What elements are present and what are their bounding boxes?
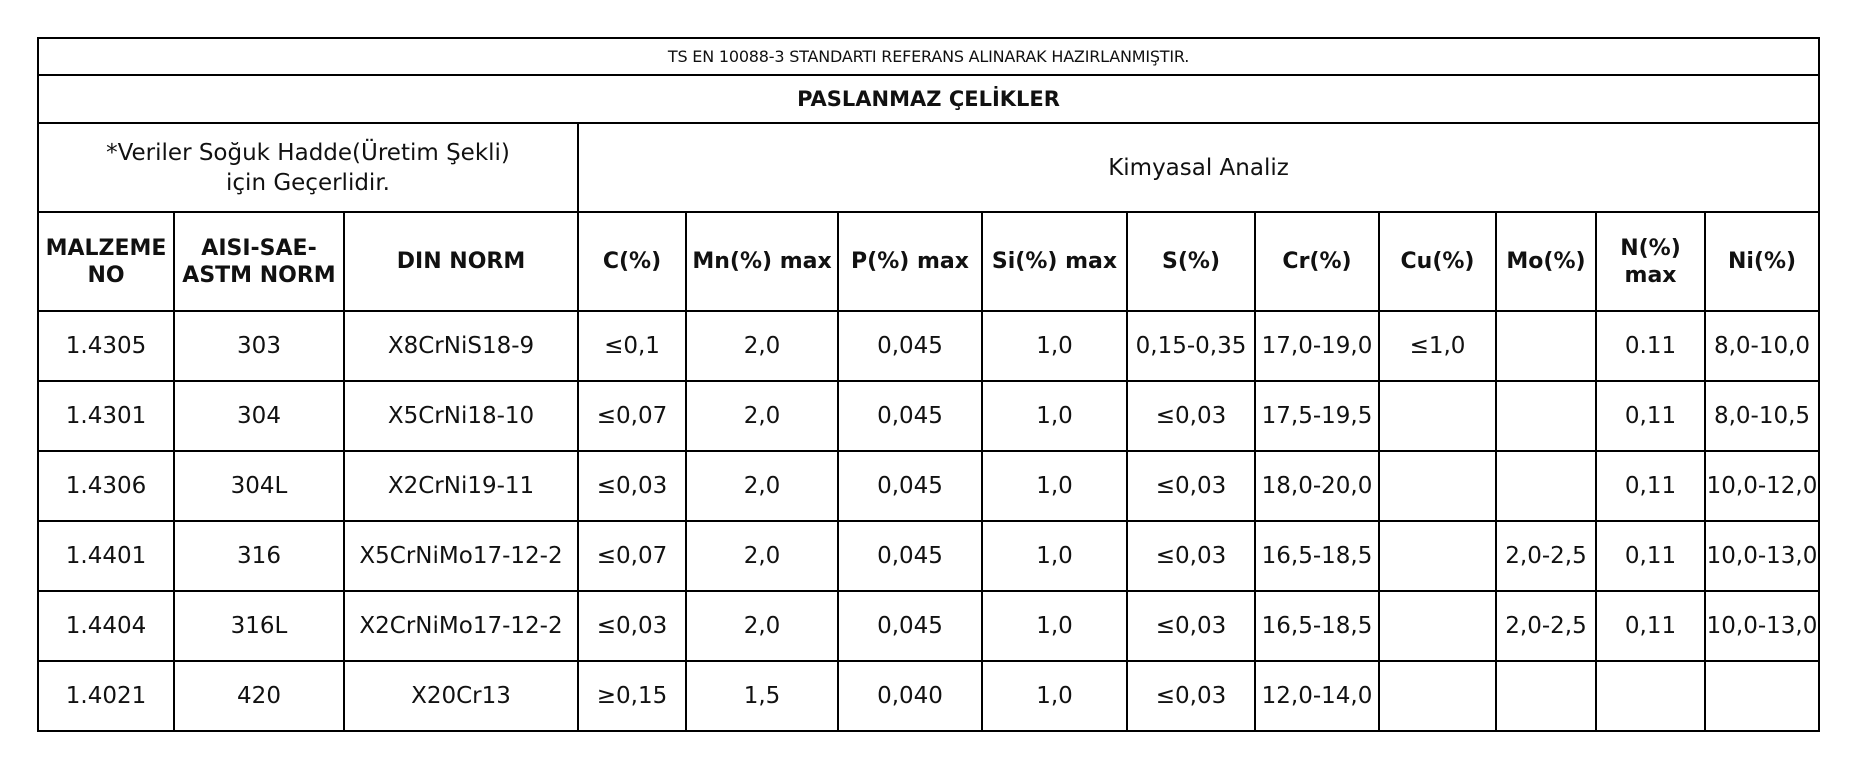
table-cell: 2,0 xyxy=(686,381,838,451)
table-cell: 0,045 xyxy=(838,311,982,381)
table-cell: 10,0-12,0 xyxy=(1705,451,1819,521)
chemical-analysis-label: Kimyasal Analiz xyxy=(578,123,1819,212)
validity-note xyxy=(38,123,578,212)
table-cell: 1,0 xyxy=(982,311,1127,381)
table-cell: ≤0,03 xyxy=(578,591,686,661)
table-cell: 8,0-10,0 xyxy=(1705,311,1819,381)
table-cell: ≤0,1 xyxy=(578,311,686,381)
column-header xyxy=(38,212,174,311)
table-cell: 1.4404 xyxy=(38,591,174,661)
table-cell: 0,045 xyxy=(838,381,982,451)
table-cell: 1,0 xyxy=(982,661,1127,731)
table-cell: ≤0,07 xyxy=(578,381,686,451)
table-cell: 0,045 xyxy=(838,521,982,591)
table-cell: 1,0 xyxy=(982,451,1127,521)
title-row xyxy=(38,75,1819,123)
table-cell: 2,0 xyxy=(686,451,838,521)
table-cell: 420 xyxy=(174,661,344,731)
table-cell: X2CrNiMo17-12-2 xyxy=(344,591,578,661)
column-header xyxy=(1255,212,1379,311)
table-cell: ≤0,03 xyxy=(1127,591,1255,661)
table-cell: 0,040 xyxy=(838,661,982,731)
table-cell: ≤0,03 xyxy=(1127,661,1255,731)
table-cell: 17,5-19,5 xyxy=(1255,381,1379,451)
table-row xyxy=(38,381,1819,451)
stainless-steel-table xyxy=(37,37,1820,732)
table-cell: 0,11 xyxy=(1596,591,1705,661)
table-cell xyxy=(1379,661,1496,731)
column-header-label: Mn(%) max xyxy=(692,249,832,274)
table-cell: 304 xyxy=(174,381,344,451)
column-header-label: Mo(%) xyxy=(1506,249,1586,274)
column-header xyxy=(1596,212,1705,311)
column-header xyxy=(344,212,578,311)
column-header-label: Ni(%) xyxy=(1727,249,1797,274)
table-cell: 2,0 xyxy=(686,591,838,661)
table-cell: ≤0,03 xyxy=(1127,521,1255,591)
table-cell xyxy=(1596,661,1705,731)
column-header-label: AISI-SAE- xyxy=(201,235,317,261)
validity-note-line2: için Geçerlidir. xyxy=(226,169,390,196)
table-cell: 0,11 xyxy=(1596,381,1705,451)
validity-note-line1: *Veriler Soğuk Hadde(Üretim Şekli) xyxy=(106,139,510,166)
column-header xyxy=(578,212,686,311)
column-header xyxy=(1379,212,1496,311)
table-cell xyxy=(1379,591,1496,661)
info-row xyxy=(38,123,1819,212)
table-cell: 1,0 xyxy=(982,521,1127,591)
column-header xyxy=(1127,212,1255,311)
table-cell: 304L xyxy=(174,451,344,521)
table-cell: 303 xyxy=(174,311,344,381)
table-row xyxy=(38,661,1819,731)
table-cell: 0,11 xyxy=(1596,521,1705,591)
column-header xyxy=(1496,212,1596,311)
table-row xyxy=(38,311,1819,381)
table-body xyxy=(38,311,1819,731)
table-row xyxy=(38,521,1819,591)
table-cell: ≤0,03 xyxy=(578,451,686,521)
table-cell: 2,0 xyxy=(686,521,838,591)
table-cell: ≤0,07 xyxy=(578,521,686,591)
table-cell: 1.4301 xyxy=(38,381,174,451)
table-cell: X5CrNiMo17-12-2 xyxy=(344,521,578,591)
table-cell: 0,15-0,35 xyxy=(1127,311,1255,381)
table-cell: 16,5-18,5 xyxy=(1255,521,1379,591)
reference-row xyxy=(38,38,1819,75)
table-cell: 10,0-13,0 xyxy=(1705,591,1819,661)
table-cell: 2,0 xyxy=(686,311,838,381)
table-cell: 0.11 xyxy=(1596,311,1705,381)
column-header-label: Cu(%) xyxy=(1400,249,1475,274)
column-header-label: DIN NORM xyxy=(396,249,526,274)
table-cell: 1,0 xyxy=(982,381,1127,451)
table-cell xyxy=(1496,381,1596,451)
table-cell: X8CrNiS18-9 xyxy=(344,311,578,381)
table-cell: 2,0-2,5 xyxy=(1496,591,1596,661)
stainless-steel-spec-sheet xyxy=(37,37,1818,732)
column-header-label: MALZEME xyxy=(45,235,167,261)
column-header xyxy=(174,212,344,311)
table-cell: 10,0-13,0 xyxy=(1705,521,1819,591)
table-cell xyxy=(1379,521,1496,591)
table-cell: X5CrNi18-10 xyxy=(344,381,578,451)
table-cell: ≥0,15 xyxy=(578,661,686,731)
table-cell: 18,0-20,0 xyxy=(1255,451,1379,521)
table-cell xyxy=(1379,381,1496,451)
column-header-label: Si(%) max xyxy=(991,249,1118,274)
table-cell: 316L xyxy=(174,591,344,661)
table-cell xyxy=(1705,661,1819,731)
table-cell: 17,0-19,0 xyxy=(1255,311,1379,381)
table-cell xyxy=(1496,311,1596,381)
column-header-label-line2: max xyxy=(1624,262,1677,288)
table-title: PASLANMAZ ÇELİKLER xyxy=(38,75,1819,123)
table-cell xyxy=(1379,451,1496,521)
column-header xyxy=(838,212,982,311)
reference-note: TS EN 10088-3 STANDARTI REFERANS ALINARAK HAZIRLANMIŞTIR. xyxy=(38,38,1819,75)
table-cell: 12,0-14,0 xyxy=(1255,661,1379,731)
table-row xyxy=(38,591,1819,661)
table-cell: X20Cr13 xyxy=(344,661,578,731)
column-header-label: C(%) xyxy=(602,249,662,274)
table-cell: 0,11 xyxy=(1596,451,1705,521)
table-cell: 1.4021 xyxy=(38,661,174,731)
table-row xyxy=(38,451,1819,521)
table-cell: X2CrNi19-11 xyxy=(344,451,578,521)
column-header-row xyxy=(38,212,1819,311)
table-cell: 1.4401 xyxy=(38,521,174,591)
column-header xyxy=(1705,212,1819,311)
column-header-label-line2: ASTM NORM xyxy=(182,262,336,288)
table-cell: 2,0-2,5 xyxy=(1496,521,1596,591)
table-cell xyxy=(1496,451,1596,521)
table-cell: 1,5 xyxy=(686,661,838,731)
column-header-label: N(%) xyxy=(1620,235,1681,261)
table-cell: 16,5-18,5 xyxy=(1255,591,1379,661)
column-header-label-line2: NO xyxy=(87,262,125,288)
table-cell xyxy=(1496,661,1596,731)
table-cell: 0,045 xyxy=(838,451,982,521)
table-cell: 1.4305 xyxy=(38,311,174,381)
table-cell: ≤0,03 xyxy=(1127,381,1255,451)
column-header xyxy=(686,212,838,311)
table-cell: ≤0,03 xyxy=(1127,451,1255,521)
table-cell: 316 xyxy=(174,521,344,591)
table-cell: 8,0-10,5 xyxy=(1705,381,1819,451)
column-header xyxy=(982,212,1127,311)
column-header-label: Cr(%) xyxy=(1282,249,1352,274)
table-cell: 1,0 xyxy=(982,591,1127,661)
column-header-label: P(%) max xyxy=(851,249,969,274)
table-cell: ≤1,0 xyxy=(1379,311,1496,381)
table-cell: 0,045 xyxy=(838,591,982,661)
table-cell: 1.4306 xyxy=(38,451,174,521)
column-header-label: S(%) xyxy=(1162,249,1220,274)
